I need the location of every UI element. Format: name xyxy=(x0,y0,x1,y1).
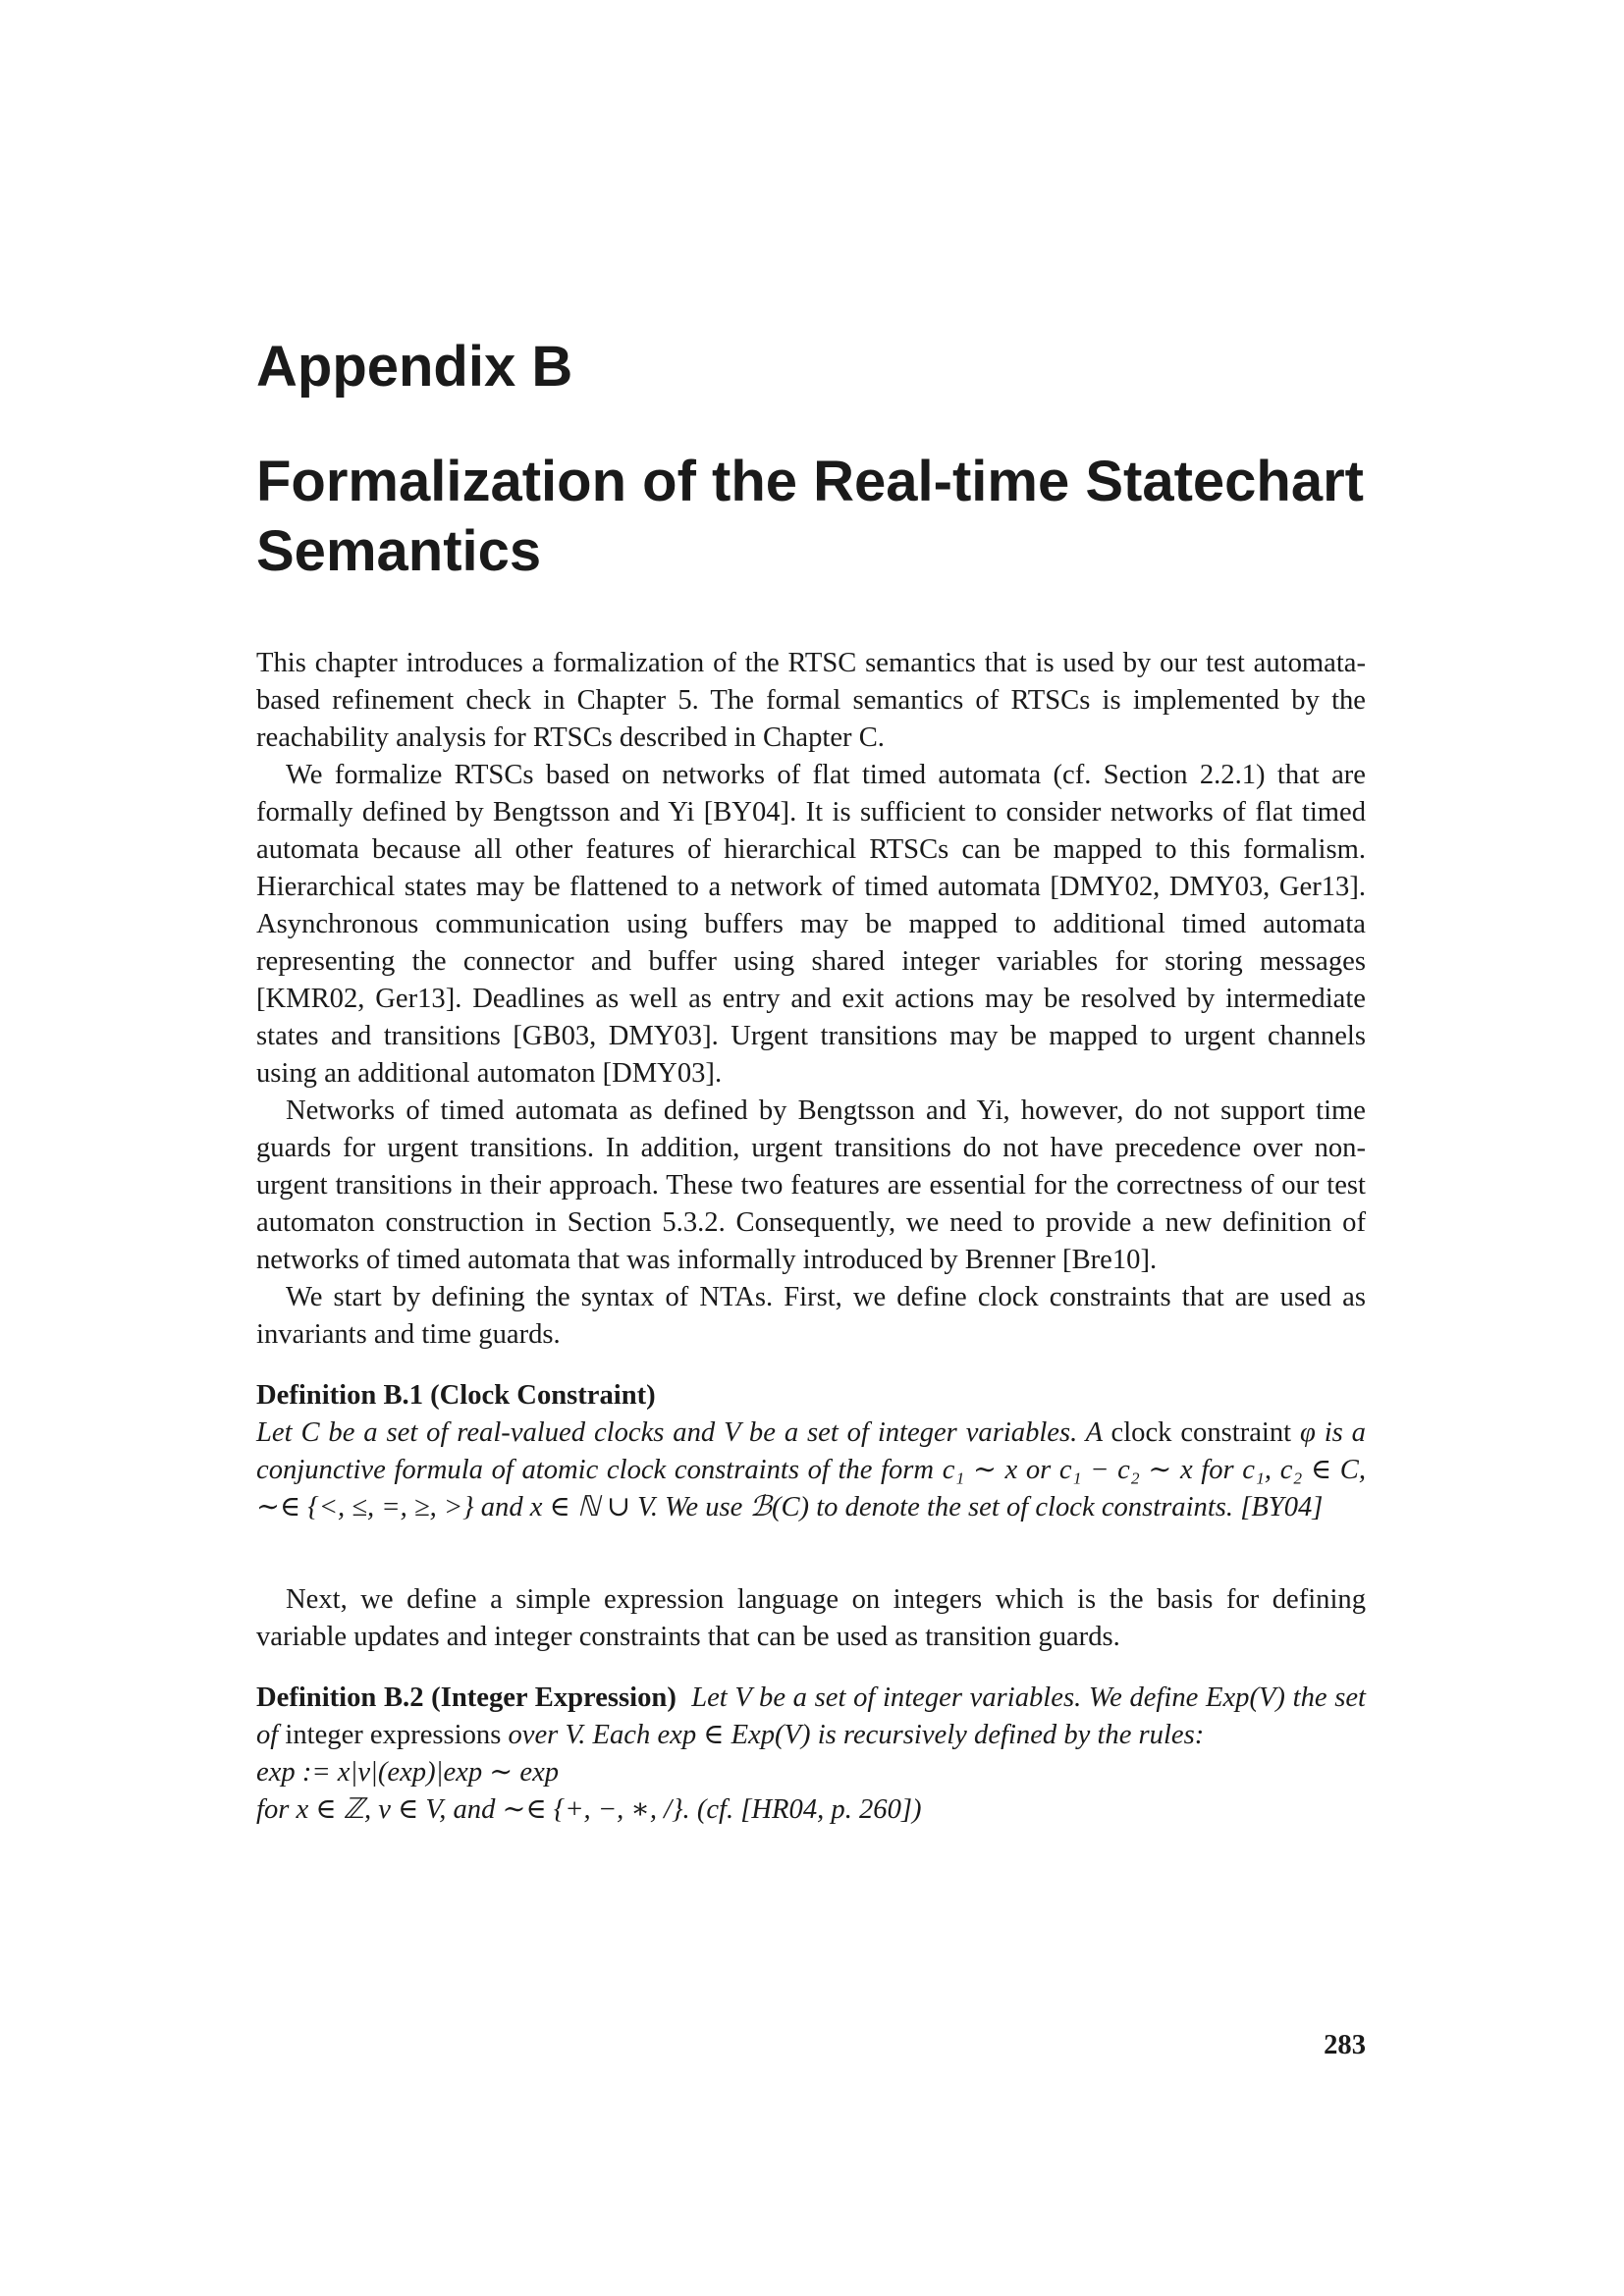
chapter-label: Appendix B xyxy=(256,335,573,399)
chapter-title: Formalization of the Real-time Statechart Semantics xyxy=(256,450,1364,583)
definition-body xyxy=(256,1680,1366,1754)
definition-term: clock constraint xyxy=(1110,1417,1292,1448)
page-number: 283 xyxy=(1324,2030,1366,2060)
definition-heading: Definition B.2 (Integer Expression) xyxy=(256,1682,677,1713)
paragraph-expression: Next, we define a simple expression language on integers which is the basis for defining variable updates and integer constraints that can be used as transition guards. xyxy=(256,1584,1366,1652)
definition-text-b: φ is a conjunctive formula of atomic clock constraints of the form c₁ ∼ x or c₁ − c₂ ∼ x for c₁, c₂ ∈ C, ∼∈ {<, ≤, =, ≥, >} and x ∈ ℕ ∪ V. We use ℬ(C) to denote the set of clock constraints. [BY04] xyxy=(256,1417,1366,1522)
paragraph-formalize: We formalize RTSCs based on networks of flat timed automata (cf. Section 2.2.1) that are formally defined by Bengtsson and Yi [BY04]. It is sufficient to consider networks of flat timed automata because all other features of hierarchical RTSCs can be mapped to this formalism. Hierarchical states may be flattened to a network of timed automata [DMY02, DMY03, Ger13]. Asynchronous communication using buffers may be mapped to additional timed automata representing the connector and buffer using shared integer variables for storing messages [KMR02, Ger13]. Deadlines as well as entry and exit actions may be resolved by intermediate states and transitions [GB03, DMY03]. Urgent transitions may be mapped to urgent channels using an additional automaton [DMY03]. xyxy=(256,760,1366,1089)
display-formula: exp := x|v|(exp)|exp ∼ exp xyxy=(256,1757,560,1788)
paragraph-intro: This chapter introduces a formalization of the RTSC semantics that is used by our test automata-based refinement check in Chapter 5. The formal semantics of RTSCs is implemented by the reachability analysis for RTSCs described in Chapter C. xyxy=(256,648,1366,753)
definition-text-a: Let C be a set of real-valued clocks and V be a set of integer variables. A xyxy=(256,1417,1111,1448)
body-text xyxy=(256,645,1366,1829)
definition-term: integer expressions xyxy=(285,1720,502,1750)
definition-integer-expression xyxy=(256,1680,1366,1829)
page xyxy=(256,0,1366,2296)
definition-heading: Definition B.1 (Clock Constraint) xyxy=(256,1380,656,1411)
definition-body xyxy=(256,1415,1366,1526)
definition-clock-constraint xyxy=(256,1377,1366,1526)
definition-text-a: Let V be a set of integer variables. We define Exp(V) the set of xyxy=(256,1682,1366,1750)
definition-text-b: over V. Each exp ∈ Exp(V) is recursively defined by the rules: xyxy=(501,1720,1205,1750)
paragraph-syntax: We start by defining the syntax of NTAs. First, we define clock constraints that are used as invariants and time guards. xyxy=(256,1282,1366,1350)
paragraph-networks: Networks of timed automata as defined by Bengtsson and Yi, however, do not support time guards for urgent transitions. In addition, urgent transitions do not have precedence over non-urgent transitions in their approach. These two features are essential for the correctness of our test automaton construction in Section 5.3.2. Consequently, we need to provide a new definition of networks of timed automata that was informally introduced by Brenner [Bre10]. xyxy=(256,1095,1366,1275)
definition-footer: for x ∈ ℤ, v ∈ V, and ∼∈ {+, −, ∗, /}. (cf. [HR04, p. 260]) xyxy=(256,1794,922,1825)
